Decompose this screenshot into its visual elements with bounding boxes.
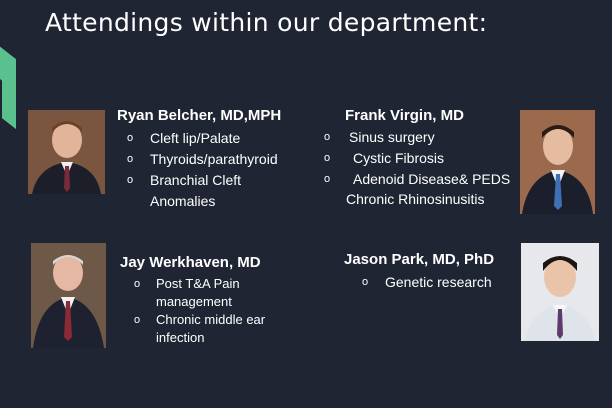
attending-name: Jay Werkhaven, MD: [120, 254, 261, 271]
slide-title: Attendings within our department:: [45, 8, 488, 37]
attending-name: Frank Virgin, MD: [345, 107, 464, 124]
list-item: [125, 149, 278, 170]
list-item: [360, 272, 492, 293]
specialty-label: Thyroids/parathyroid: [150, 151, 278, 167]
specialty-label: Cystic Fibrosis: [353, 150, 445, 166]
list-item: [132, 311, 265, 329]
bullet-icon: o: [127, 132, 134, 144]
bullet-icon: o: [362, 276, 369, 288]
list-item: [322, 148, 510, 169]
list-item: [132, 293, 265, 311]
specialty-label: Cleft lip/Palate: [150, 130, 241, 146]
specialty-label: Anomalies: [150, 193, 216, 209]
bullet-icon: o: [324, 131, 331, 143]
specialty-label: Adenoid Disease& PEDS: [353, 171, 511, 187]
list-item: [125, 128, 278, 149]
list-item: [125, 170, 278, 191]
attending-photo-park: [521, 243, 599, 341]
accent-shape: [0, 31, 16, 129]
bullet-icon: o: [324, 173, 331, 185]
specialty-label: Chronic middle ear: [156, 312, 266, 327]
specialty-list: [132, 275, 265, 347]
list-item: [132, 275, 265, 293]
list-item: [322, 169, 510, 190]
bullet-icon: o: [127, 174, 134, 186]
specialty-label: Branchial Cleft: [150, 172, 242, 188]
bullet-icon: o: [324, 152, 331, 164]
bullet-icon: o: [134, 278, 141, 290]
list-item: [125, 191, 278, 212]
specialty-label: Sinus surgery: [349, 129, 435, 145]
attending-photo-werkhaven: [31, 243, 106, 348]
specialty-label: Post T&A Pain: [156, 276, 240, 291]
specialty-label: management: [156, 294, 232, 309]
specialty-extra-label: Chronic Rhinosinusitis: [346, 191, 485, 207]
bullet-icon: o: [134, 314, 141, 326]
list-item: [322, 127, 510, 148]
attending-name: Jason Park, MD, PhD: [344, 251, 495, 268]
attending-photo-belcher: [28, 110, 105, 194]
specialty-label: Genetic research: [385, 274, 492, 290]
list-item: [132, 329, 265, 347]
specialty-label: infection: [156, 330, 205, 345]
attending-photo-virgin: [520, 110, 595, 214]
bullet-icon: o: [127, 153, 134, 165]
attending-name: Ryan Belcher, MD,MPH: [117, 107, 282, 124]
specialty-list: [360, 272, 492, 293]
specialty-list: [322, 127, 510, 190]
specialty-list: [125, 128, 278, 212]
